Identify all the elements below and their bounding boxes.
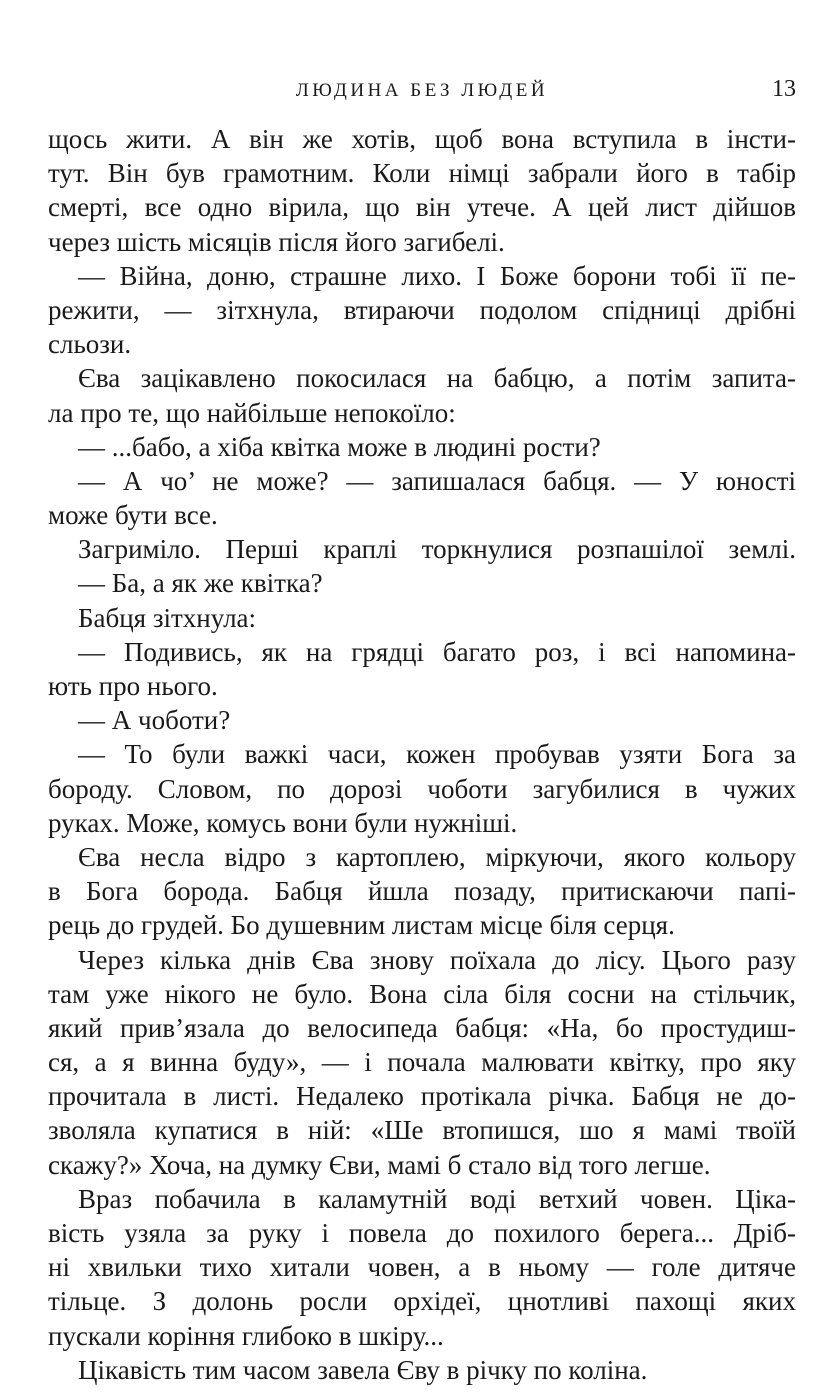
- text-line: — Війна, доню, страшне лихо. І Боже борони тобі її пе-: [78, 260, 796, 291]
- text-line: який прив’язала до велосипеда бабця: «На, бо простудиш-: [48, 1012, 796, 1043]
- text-line: тут. Він був грамотним. Коли німці забрали його в табір: [48, 158, 796, 189]
- text-line: скажу?» Хоча, на думку Єви, мамі б стало від того легше.: [48, 1149, 711, 1180]
- text-line: ють про нього.: [48, 671, 218, 701]
- running-title: ЛЮДИНА БЕЗ ЛЮДЕЙ: [295, 80, 549, 101]
- text-line: — Подивись, як на грядці багато роз, і всі напомина-: [78, 636, 796, 667]
- text-line: руках. Може, комусь вони були нужніші.: [48, 807, 518, 838]
- text-line: — А чо’ не може? — запишалася бабця. — У юності: [78, 465, 796, 496]
- text-line: може бути все.: [48, 500, 218, 531]
- text-line: зволяла купатися в ній: «Ше втопишся, шо я мамі твоїй: [48, 1115, 796, 1146]
- text-line: — То були важкі часи, кожен пробував узяти Бога за: [78, 739, 796, 770]
- text-line: смерті, все одно вірила, що він утече. А цей лист дійшов: [48, 192, 796, 223]
- text-line: — Ба, а як же квітка?: [78, 568, 323, 599]
- text-line: вість узяла за руку і повела до похилого берега... Дріб-: [48, 1218, 796, 1248]
- text-line: ла про те, що найбільше непокоїло:: [48, 397, 456, 428]
- text-line: пускали коріння глибоко в шкіру...: [48, 1320, 444, 1351]
- text-line: — ...бабо, а хіба квітка може в людині рости?: [78, 431, 601, 462]
- text-line: через шість місяців після його загибелі.: [48, 226, 505, 257]
- text-line: ся, а я винна буду», — і почала малювати квітку, про яку: [48, 1047, 796, 1078]
- body-text: [48, 122, 796, 1387]
- text-line: там уже нікого не було. Вона сіла біля сосни на стільчик,: [48, 978, 796, 1009]
- text-line: прочитала в листі. Недалеко протікала річка. Бабця не до-: [48, 1081, 796, 1112]
- text-line: — А чоботи?: [78, 705, 231, 736]
- text-line: рець до грудей. Бо душевним листам місце біля серця.: [48, 910, 675, 941]
- page-number: 13: [772, 76, 796, 102]
- text-line: Єва зацікавлено покосилася на бабцю, а потім запита-: [78, 363, 796, 394]
- text-line: ні хвильки тихо хитали човен, а в ньому — голе дитяче: [48, 1252, 796, 1283]
- text-line: Враз побачила в каламутній воді ветхий човен. Ціка-: [78, 1183, 796, 1214]
- text-line: бороду. Словом, по дорозі чоботи загубилися в чужих: [48, 773, 796, 804]
- text-line: режити, — зітхнула, втираючи подолом спідниці дрібні: [48, 294, 796, 325]
- page-header: [48, 74, 796, 108]
- text-line: тільце. З долонь росли орхідеї, цнотливі пахощі яких: [48, 1286, 796, 1317]
- text-line: щось жити. А він же хотів, щоб вона вступила в інсти-: [48, 124, 796, 154]
- text-line: Загриміло. Перші краплі торкнулися розпашілої землі.: [78, 534, 796, 565]
- text-line: Єва несла відро з картоплею, міркуючи, якого кольору: [78, 841, 796, 872]
- text-line: сльози.: [48, 329, 132, 360]
- text-line: Через кілька днів Єва знову поїхала до лісу. Цього разу: [78, 944, 796, 975]
- text-line: Бабця зітхнула:: [78, 602, 257, 633]
- text-line: в Бога борода. Бабця йшла позаду, притискаючи папі-: [48, 876, 796, 907]
- text-line: Цікавість тим часом завела Єву в річку по коліна.: [78, 1354, 648, 1385]
